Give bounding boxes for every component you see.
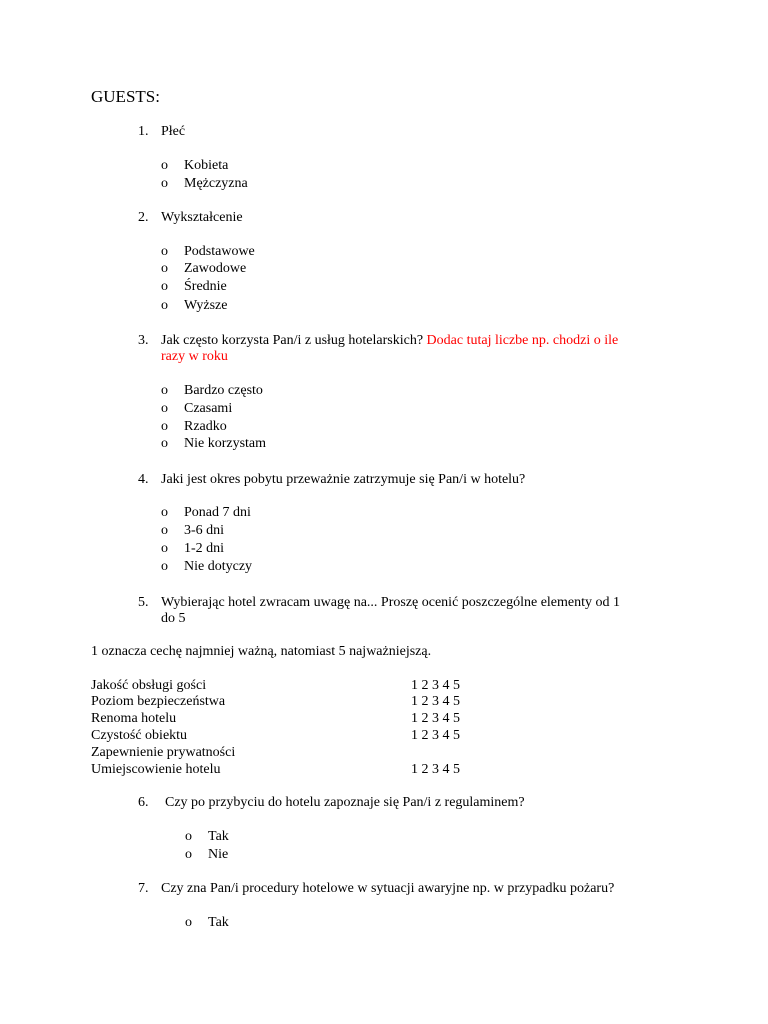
question-6-number: 6.: [138, 795, 149, 810]
rating-row-scale: 1 2 3 4 5: [411, 728, 460, 743]
q2-option-4: [161, 297, 172, 314]
bullet-icon: o: [185, 847, 192, 862]
bullet-icon: o: [161, 523, 168, 538]
q2-option-3: [161, 278, 172, 295]
question-3-number: 3.: [138, 333, 149, 348]
q2-option-1: [161, 243, 172, 260]
q3-option-1-label: Bardzo często: [184, 383, 263, 398]
q4-option-4: [161, 558, 172, 575]
q4-option-1-label: Ponad 7 dni: [184, 505, 251, 520]
question-1-text: Płeć: [161, 124, 186, 139]
q6-option-2-label: Nie: [208, 847, 229, 862]
q4-option-4-label: Nie dotyczy: [184, 559, 253, 574]
q1-option-2-label: Mężczyzna: [184, 176, 248, 191]
bullet-icon: o: [161, 158, 168, 173]
q6-option-1: [185, 828, 196, 845]
bullet-icon: o: [161, 541, 168, 556]
question-7-number: 7.: [138, 881, 149, 896]
rating-row-label: Jakość obsługi gości: [91, 678, 207, 693]
question-5-number: 5.: [138, 595, 149, 610]
q3-option-4-label: Nie korzystam: [184, 436, 267, 451]
q2-option-2-label: Zawodowe: [184, 261, 247, 276]
q2-option-3-label: Średnie: [184, 279, 227, 294]
question-2-text: Wykształcenie: [161, 210, 243, 225]
q4-option-3: [161, 540, 172, 557]
bullet-icon: o: [161, 279, 168, 294]
bullet-icon: o: [185, 915, 192, 930]
q3-option-4: [161, 435, 172, 452]
q7-option-1-label: Tak: [208, 915, 229, 930]
q4-option-2-label: 3-6 dni: [184, 523, 225, 538]
q2-option-1-label: Podstawowe: [184, 244, 255, 259]
q7-option-1: [185, 914, 196, 931]
bullet-icon: o: [161, 401, 168, 416]
bullet-icon: o: [161, 383, 168, 398]
rating-row-scale: 1 2 3 4 5: [411, 762, 460, 777]
question-4-number: 4.: [138, 472, 149, 487]
q2-option-2: [161, 260, 172, 277]
question-3-editor-note: Dodac tutaj liczbe np. chodzi o ile: [426, 333, 619, 348]
scale-note: 1 oznacza cechę najmniej ważną, natomiast 5 najważniejszą.: [91, 644, 432, 659]
bullet-icon: o: [161, 176, 168, 191]
question-2-number: 2.: [138, 210, 149, 225]
q1-option-1-label: Kobieta: [184, 158, 229, 173]
q3-option-3-label: Rzadko: [184, 419, 227, 434]
bullet-icon: o: [185, 829, 192, 844]
q1-option-2: [161, 175, 172, 192]
q4-option-1: [161, 504, 172, 521]
q2-option-4-label: Wyższe: [184, 298, 228, 313]
question-4-text: Jaki jest okres pobytu przeważnie zatrzymuje się Pan/i w hotelu?: [161, 472, 526, 487]
question-3-main: Jak często korzysta Pan/i z usług hotelarskich?: [161, 333, 424, 348]
q4-option-2: [161, 522, 172, 539]
question-5-text-cont: do 5: [161, 611, 186, 626]
question-6-text: Czy po przybyciu do hotelu zapoznaje się Pan/i z regulaminem?: [165, 795, 525, 810]
question-1-number: 1.: [138, 124, 149, 139]
q4-option-3-label: 1-2 dni: [184, 541, 225, 556]
q6-option-2: [185, 846, 196, 863]
bullet-icon: o: [161, 419, 168, 434]
section-heading: GUESTS:: [91, 87, 160, 106]
rating-row-label: Czystość obiektu: [91, 728, 188, 743]
q1-option-1: [161, 157, 172, 174]
rating-row-scale: 1 2 3 4 5: [411, 711, 460, 726]
question-3-editor-note-cont: razy w roku: [161, 349, 228, 364]
question-5-text: Wybierając hotel zwracam uwagę na... Proszę ocenić poszczególne elementy od 1: [161, 595, 621, 610]
bullet-icon: o: [161, 436, 168, 451]
q3-option-2: [161, 400, 172, 417]
bullet-icon: o: [161, 244, 168, 259]
bullet-icon: o: [161, 298, 168, 313]
q3-option-2-label: Czasami: [184, 401, 233, 416]
rating-row-label: Poziom bezpieczeństwa: [91, 694, 226, 709]
bullet-icon: o: [161, 505, 168, 520]
rating-row-label: Umiejscowienie hotelu: [91, 762, 221, 777]
rating-row-label: Zapewnienie prywatności: [91, 745, 236, 760]
q6-option-1-label: Tak: [208, 829, 229, 844]
question-3-text: [161, 332, 618, 349]
rating-row-scale: 1 2 3 4 5: [411, 678, 460, 693]
rating-row-label: Renoma hotelu: [91, 711, 177, 726]
bullet-icon: o: [161, 261, 168, 276]
bullet-icon: o: [161, 559, 168, 574]
question-7-text: Czy zna Pan/i procedury hotelowe w sytuacji awaryjne np. w przypadku pożaru?: [161, 881, 615, 896]
rating-row-scale: 1 2 3 4 5: [411, 694, 460, 709]
q3-option-1: [161, 382, 172, 399]
q3-option-3: [161, 418, 172, 435]
